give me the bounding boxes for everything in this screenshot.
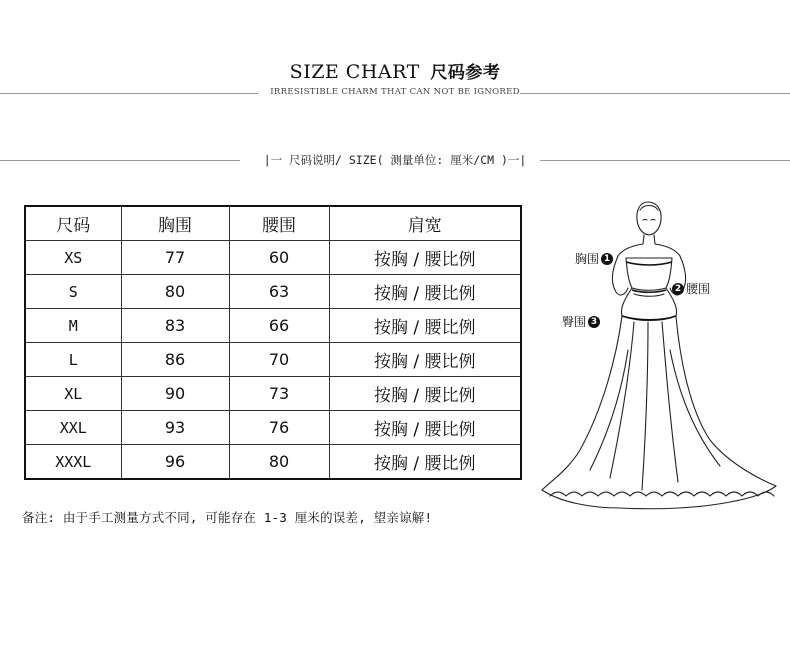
table-row	[25, 241, 521, 275]
waist-cell: 66	[229, 309, 329, 343]
header-shoulder: 肩宽	[329, 206, 521, 241]
shoulder-cell: 按胸 / 腰比例	[329, 411, 521, 445]
bust-cell: 96	[121, 445, 229, 480]
table-row	[25, 343, 521, 377]
size-cell: S	[25, 275, 121, 309]
tagline: IRRESISTIBLE CHARM THAT CAN NOT BE IGNORED	[270, 87, 520, 97]
title-zh: 尺码参考	[430, 63, 501, 83]
header-waist: 腰围	[229, 206, 329, 241]
waist-label-text: 腰围	[686, 282, 711, 296]
bust-cell: 93	[121, 411, 229, 445]
shoulder-cell: 按胸 / 腰比例	[329, 377, 521, 411]
bust-label-text: 胸围	[575, 252, 600, 266]
size-cell: XS	[25, 241, 121, 275]
title-en: SIZE CHART	[289, 61, 420, 83]
bust-cell: 77	[121, 241, 229, 275]
table-header-row	[25, 206, 521, 241]
shoulder-cell: 按胸 / 腰比例	[329, 241, 521, 275]
waist-number-icon: 2	[672, 283, 684, 295]
bust-cell: 86	[121, 343, 229, 377]
shoulder-cell: 按胸 / 腰比例	[329, 445, 521, 480]
waist-cell: 60	[229, 241, 329, 275]
bust-cell: 83	[121, 309, 229, 343]
page-title	[0, 58, 790, 83]
waist-label	[672, 280, 710, 297]
shoulder-cell: 按胸 / 腰比例	[329, 309, 521, 343]
header-size: 尺码	[25, 206, 121, 241]
waist-cell: 63	[229, 275, 329, 309]
table-row	[25, 411, 521, 445]
waist-cell: 73	[229, 377, 329, 411]
shoulder-cell: 按胸 / 腰比例	[329, 275, 521, 309]
dress-sketch-icon	[530, 190, 785, 520]
shoulder-cell: 按胸 / 腰比例	[329, 343, 521, 377]
bust-cell: 80	[121, 275, 229, 309]
table-row	[25, 445, 521, 480]
size-cell: M	[25, 309, 121, 343]
hip-label-text: 臀围	[562, 315, 587, 329]
table-row	[25, 275, 521, 309]
size-cell: XL	[25, 377, 121, 411]
section-label: |一 尺码说明/ SIZE( 测量单位: 厘米/CM )一|	[263, 153, 527, 167]
size-cell: XXXL	[25, 445, 121, 480]
size-cell: L	[25, 343, 121, 377]
size-table	[24, 205, 522, 480]
size-cell: XXL	[25, 411, 121, 445]
dress-figure	[530, 190, 785, 520]
waist-cell: 76	[229, 411, 329, 445]
header-bust: 胸围	[121, 206, 229, 241]
bust-number-icon: 1	[601, 253, 613, 265]
bust-cell: 90	[121, 377, 229, 411]
waist-cell: 80	[229, 445, 329, 480]
waist-cell: 70	[229, 343, 329, 377]
hip-number-icon: 3	[588, 316, 600, 328]
table-row	[25, 377, 521, 411]
note-text: 备注: 由于手工测量方式不同, 可能存在 1-3 厘米的误差, 望亲谅解!	[22, 510, 433, 525]
hip-label	[562, 313, 600, 330]
table-row	[25, 309, 521, 343]
bust-label	[575, 250, 613, 267]
